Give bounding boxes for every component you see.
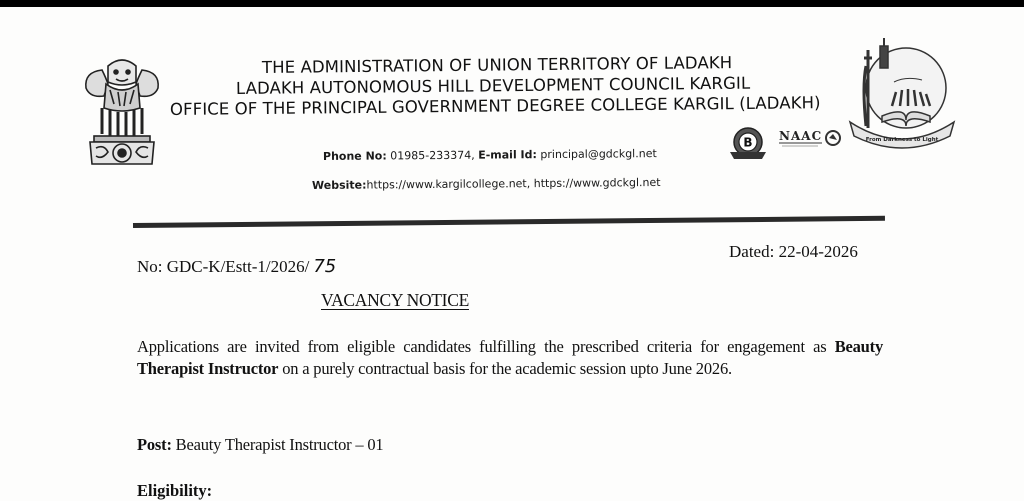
top-black-bar: [0, 0, 1024, 7]
contact-phone-email: [323, 147, 657, 163]
reference-prefix: No: GDC-K/Estt-1/2026/: [137, 257, 310, 276]
header-line-office: OFFICE OF THE PRINCIPAL GOVERNMENT DEGREE COLLEGE KARGIL (LADAKH): [169, 93, 821, 119]
post-line: [137, 435, 383, 455]
header-divider: [133, 216, 885, 228]
paragraph-post-name: Beauty Therapist Instructor: [137, 337, 883, 378]
naac-logo-icon: [778, 126, 844, 154]
phone-value: 01985-233374,: [386, 148, 479, 163]
naac-grade-badge-icon: [726, 126, 770, 162]
notice-title: VACANCY NOTICE: [321, 290, 469, 310]
paragraph-text-2: on a purely contractual basis for the academic session upto June 2026.: [278, 359, 732, 378]
website-value: https://www.kargilcollege.net, https://www.gdckgl.net: [366, 175, 661, 192]
email-value: principal@gdckgl.net: [536, 147, 657, 162]
grade-letter: B: [743, 135, 753, 150]
header-line-council: LADAKH AUTONOMOUS HILL DEVELOPMENT COUNCIL KARGIL: [235, 73, 751, 98]
reference-handwritten-number: 75: [313, 256, 337, 277]
email-label: E-mail Id:: [478, 148, 537, 162]
notice-date: Dated: 22-04-2026: [729, 242, 858, 261]
logo-motto: From Darkness to Light: [865, 137, 939, 143]
paragraph-text-1: Applications are invited from eligible candidates fulfilling the prescribed criteria for engagement as: [137, 337, 835, 356]
contact-website: [312, 176, 661, 192]
post-label: Post:: [137, 435, 172, 454]
notice-paragraph: [137, 336, 883, 380]
reference-number: [137, 256, 336, 277]
phone-label: Phone No:: [322, 149, 387, 163]
national-emblem-icon: [80, 52, 164, 172]
naac-text: NAAC: [779, 129, 823, 143]
header-line-administration: THE ADMINISTRATION OF UNION TERRITORY OF LADAKH: [261, 53, 733, 77]
eligibility-heading: Eligibility:: [137, 481, 213, 500]
college-logo-icon: [846, 36, 958, 154]
post-value: Beauty Therapist Instructor – 01: [171, 435, 384, 454]
website-label: Website:: [311, 178, 367, 192]
